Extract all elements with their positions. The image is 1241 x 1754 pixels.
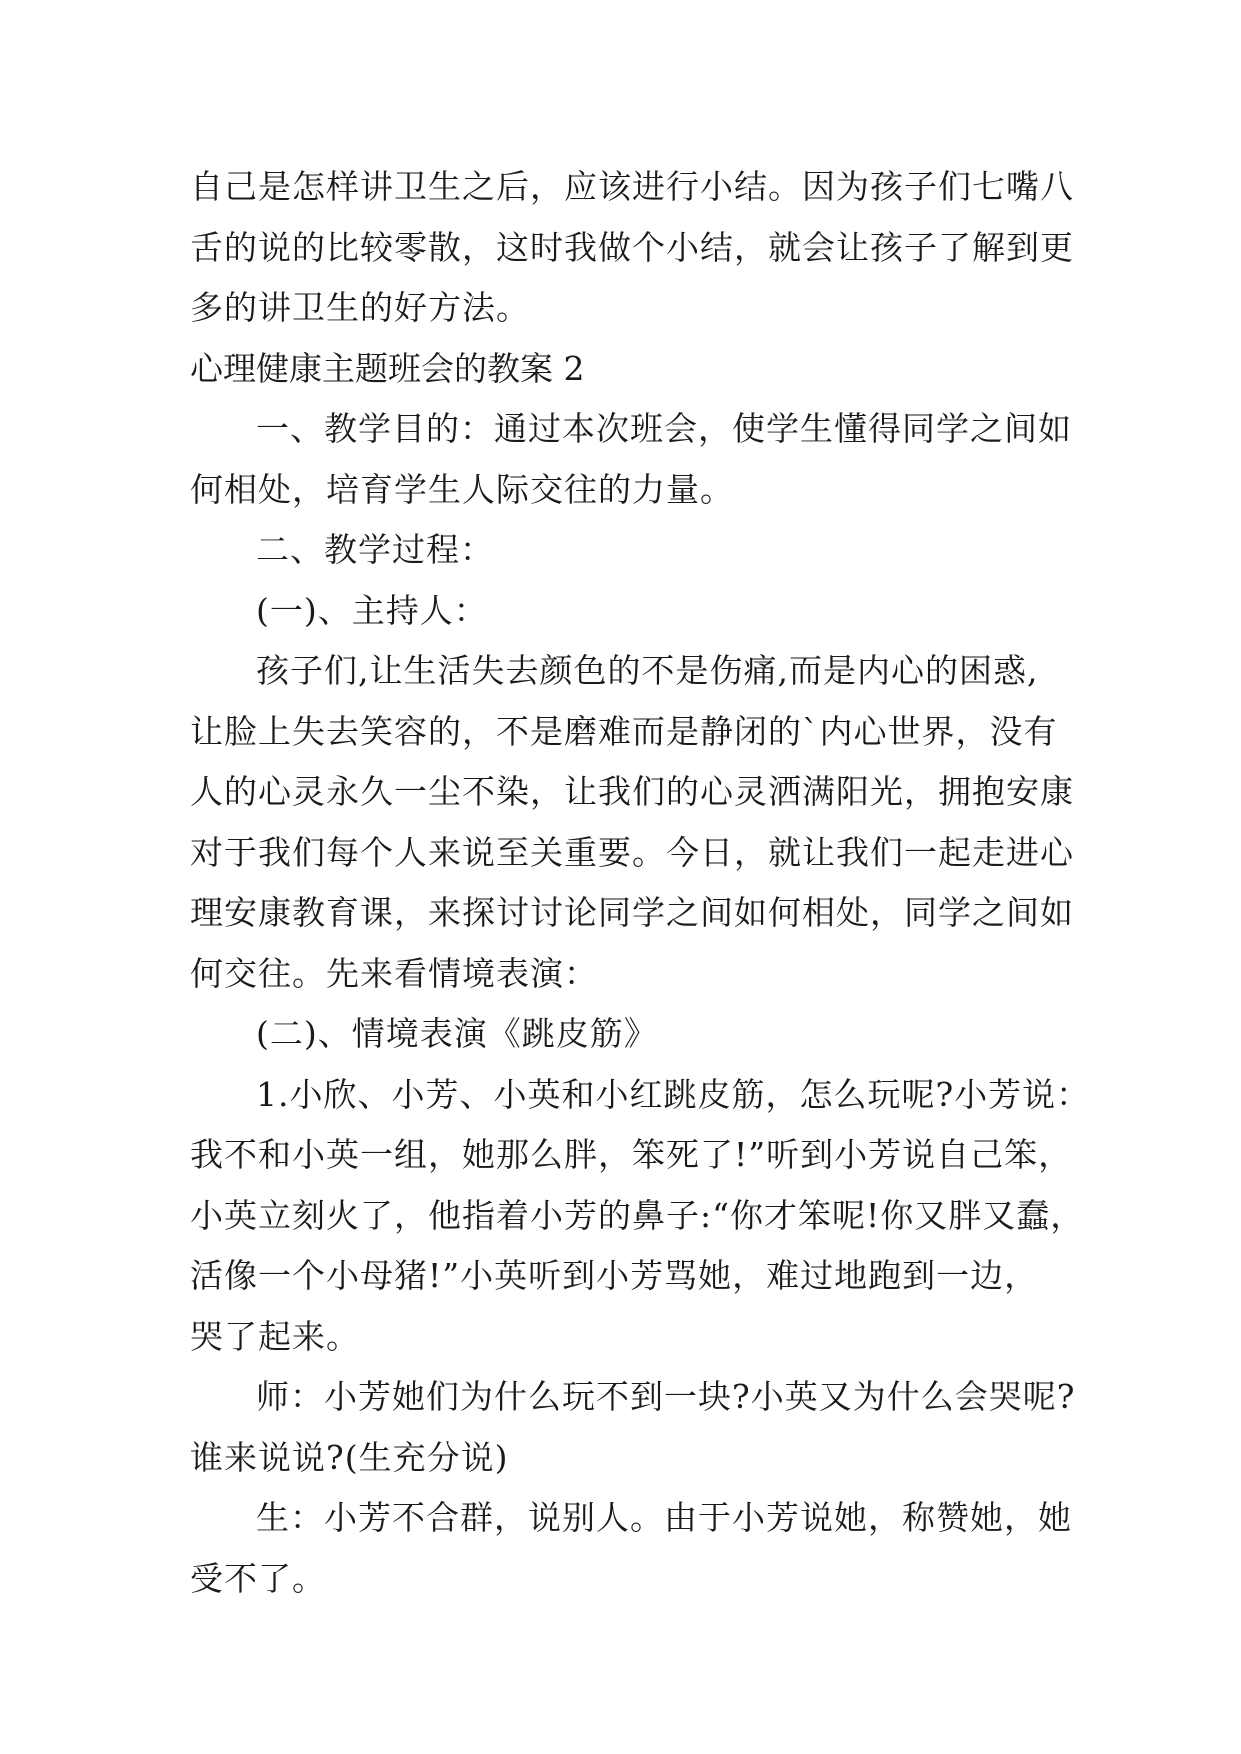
- text-line: (一)、主持人：: [256, 590, 488, 630]
- text-line: 何交往。先来看情境表演：: [190, 953, 598, 993]
- section-heading: 心理健康主题班会的教案 2: [190, 348, 585, 388]
- document-body: [190, 157, 1091, 1609]
- text-line: 哭了起来。: [190, 1316, 360, 1356]
- text-line: 孩子们,让生活失去颜色的不是伤痛,而是内心的困惑,: [256, 651, 1039, 690]
- text-line: 自己是怎样讲卫生之后，应该进行小结。因为孩子们七嘴八: [190, 167, 1074, 206]
- text-line: 一、教学目的：通过本次班会，使学生懂得同学之间如: [256, 409, 1072, 448]
- text-line: 师：小芳她们为什么玩不到一块?小英又为什么会哭呢?: [256, 1377, 1076, 1416]
- text-line: 活像一个小母猪!”小英听到小芳骂她，难过地跑到一边，: [190, 1256, 1039, 1295]
- text-line: 1.小欣、小芳、小英和小红跳皮筋，怎么玩呢?小芳说：: [256, 1074, 1091, 1114]
- text-line: 我不和小英一组，她那么胖，笨死了!”听到小芳说自己笨，: [190, 1135, 1073, 1174]
- text-line: 对于我们每个人来说至关重要。今日，就让我们一起走进心: [190, 832, 1074, 872]
- text-line: 何相处，培育学生人际交往的力量。: [190, 469, 734, 509]
- text-line: 让脸上失去笑容的，不是磨难而是静闭的`内心世界，没有: [190, 711, 1058, 751]
- text-line: 小英立刻火了，他指着小芳的鼻子:“你才笨呢!你又胖又蠢，: [190, 1195, 1085, 1235]
- text-line: 生：小芳不合群，说别人。由于小芳说她，称赞她，她: [256, 1498, 1072, 1537]
- text-line: 二、教学过程：: [256, 530, 494, 569]
- text-line: 多的讲卫生的好方法。: [190, 288, 530, 327]
- text-line: 理安康教育课，来探讨讨论同学之间如何相处，同学之间如: [190, 893, 1074, 932]
- text-line: 人的心灵永久一尘不染，让我们的心灵洒满阳光，拥抱安康: [190, 772, 1074, 811]
- text-line: 谁来说说?(生充分说): [190, 1437, 509, 1477]
- text-line: 受不了。: [190, 1558, 326, 1598]
- text-line: 舌的说的比较零散，这时我做个小结，就会让孩子了解到更: [190, 227, 1074, 267]
- text-line: (二)、情境表演《跳皮筋》: [256, 1014, 658, 1053]
